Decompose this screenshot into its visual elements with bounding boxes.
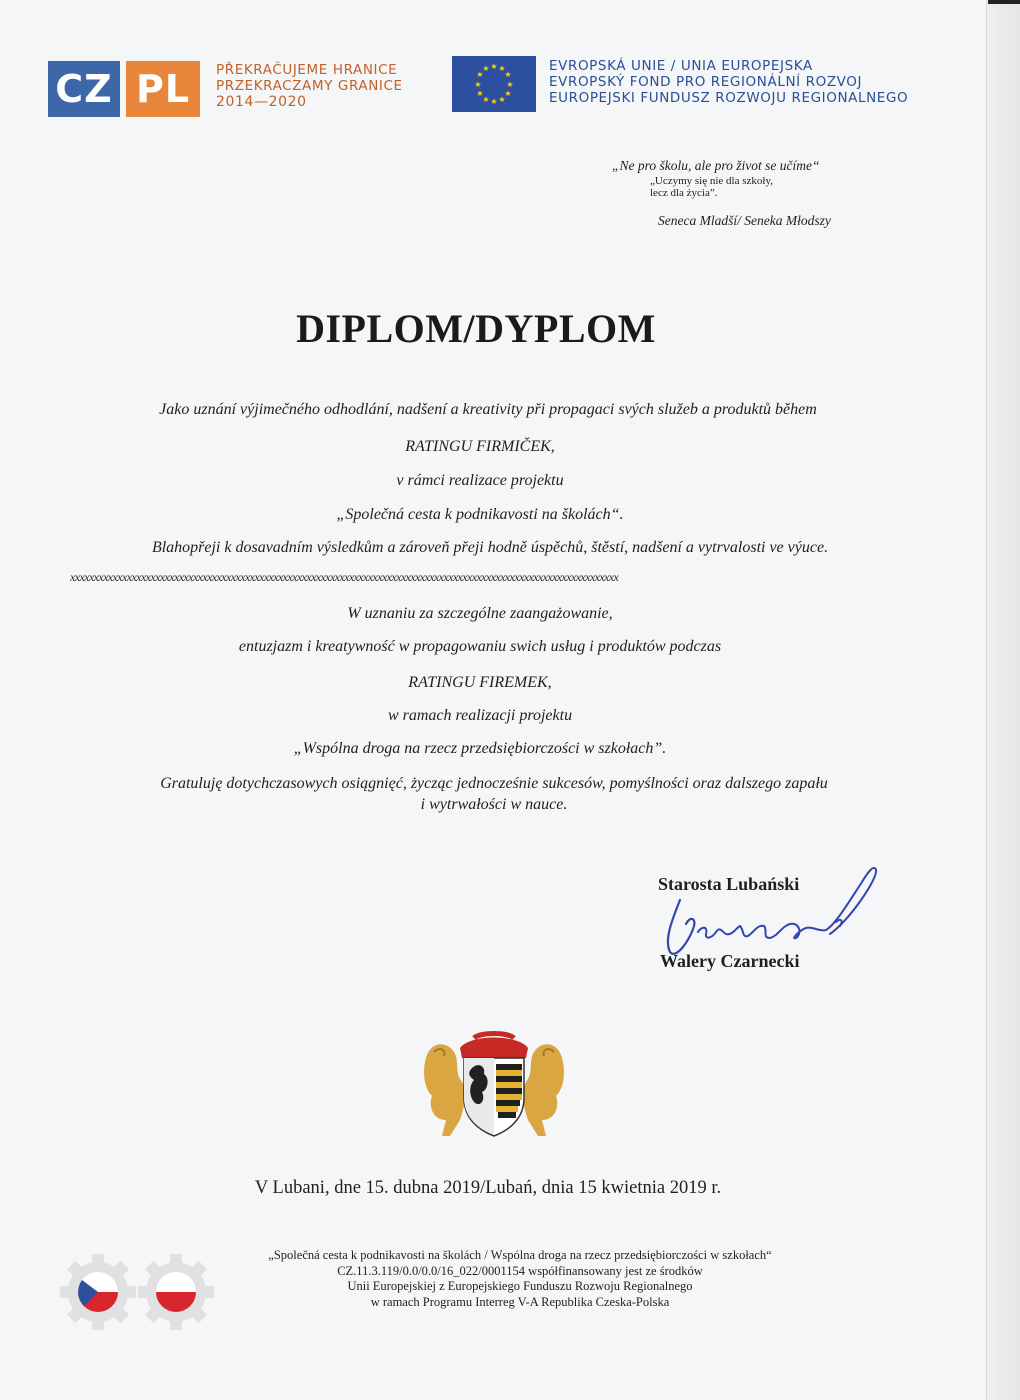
svg-text:★: ★ [504,70,512,79]
quote-line-2: „Uczymy się nie dla szkoły, [650,175,773,187]
svg-text:★: ★ [504,89,512,98]
svg-text:★: ★ [498,95,506,104]
project-footer [240,1248,800,1310]
czpl-logo [48,61,200,117]
quote-line-1: „Ne pro školu, ale pro život se učíme“ [612,158,820,173]
polish-line-1: W uznaniu za szczególne zaangażowanie, [347,605,613,622]
svg-text:★: ★ [476,89,484,98]
polish-line-4: w ramach realizacji projektu [387,707,573,724]
quote-author: Seneca Mladší/ Seneka Młodszy [658,213,831,228]
polish-line-5: „Wspólna droga na rzecz przedsiębiorczości w szkołach”. [293,740,667,757]
czpl-line-cz: PŘEKRAČUJEME HRANICE [216,62,398,78]
diploma-title: DIPLOM/DYPLOM [296,306,656,351]
czpl-line-years: 2014—2020 [216,94,307,110]
czpl-logo-cz: CZ [48,61,120,117]
czech-line-5: Blahopřeji k dosavadním výsledkům a zároveň přeji hodně úspěchů, štěstí, nadšení a vytrvalosti ve výuce. [151,539,829,556]
eu-line-3: EUROPEJSKI FUNDUSZ ROZWOJU REGIONALNEGO [549,90,909,106]
signature-title: Starosta Lubański [658,874,800,894]
footer-line-1: „Společná cesta k podnikavosti na školách / Wspólna droga na rzecz przedsiębiorczości w szkołach“ [268,1248,772,1262]
eu-line-2: EVROPSKÝ FOND PRO REGIONÁLNÍ ROZVOJ [549,74,863,90]
polish-line-7: i wytrwałości w nauce. [420,796,568,813]
coat-of-arms-icon [420,1028,568,1138]
polish-line-6: Gratuluję dotychczasowych osiągnięć, życząc jednocześnie sukcesów, pomyślności oraz dalszego zapału [160,775,828,792]
svg-text:★: ★ [490,97,498,106]
issue-date: V Lubani, dne 15. dubna 2019/Lubań, dnia 15 kwietnia 2019 r. [254,1178,722,1198]
svg-text:★: ★ [490,62,498,71]
czpl-logo-pl: PL [126,61,200,117]
eu-fund-text [549,58,908,106]
czech-line-4: „Společná cesta k podnikavosti na školách“. [336,506,624,523]
scan-edge-mark [988,0,1020,4]
czech-line-3: v rámci realizace projektu [396,472,564,489]
svg-text:★: ★ [474,80,482,89]
polish-line-2: entuzjazm i kreatywność w propagowaniu swich usług i produktów podczas [238,638,722,655]
project-gear-logo-icon [60,1252,220,1334]
czech-line-2: RATINGU FIRMIČEK, [405,438,555,455]
czpl-line-pl: PRZEKRACZAMY GRANICE [216,78,403,94]
svg-text:★: ★ [476,70,484,79]
polish-line-3: RATINGU FIREMEK, [408,674,552,691]
eu-flag-icon [452,56,536,112]
separator-line: xxxxxxxxxxxxxxxxxxxxxxxxxxxxxxxxxxxxxxxxxxxxxxxxxxxxxxxxxxxxxxxxxxxxxxxxxxxxxxxxxxxxxxxxxxxxxxxxxxxxxxxxxxxxxxxxxxxx [70,570,619,584]
footer-line-2: CZ.11.3.119/0.0/0.0/16_022/0001154 współfinansowany jest ze środków [337,1263,703,1278]
czech-line-1: Jako uznání výjimečného odhodlání, nadšení a kreativity při propagaci svých služeb a produktů během [159,401,817,418]
eu-line-1: EVROPSKÁ UNIE / UNIA EUROPEJSKA [549,58,813,74]
scan-edge-line [986,0,987,1400]
quote-line-3: lecz dla życia”. [650,187,718,199]
svg-text:★: ★ [506,80,514,89]
svg-text:★: ★ [482,64,490,73]
footer-line-4: w ramach Programu Interreg V-A Republika Czeska-Polska [370,1294,670,1309]
svg-text:★: ★ [482,95,490,104]
signatory-name: Walery Czarnecki [660,951,800,971]
seneca-quote [612,158,872,229]
svg-text:★: ★ [498,64,506,73]
footer-line-3: Unii Europejskiej z Europejskiego Funduszu Rozwoju Regionalnego [347,1279,693,1293]
scan-edge [986,0,1020,1400]
czpl-program-text [216,62,403,110]
